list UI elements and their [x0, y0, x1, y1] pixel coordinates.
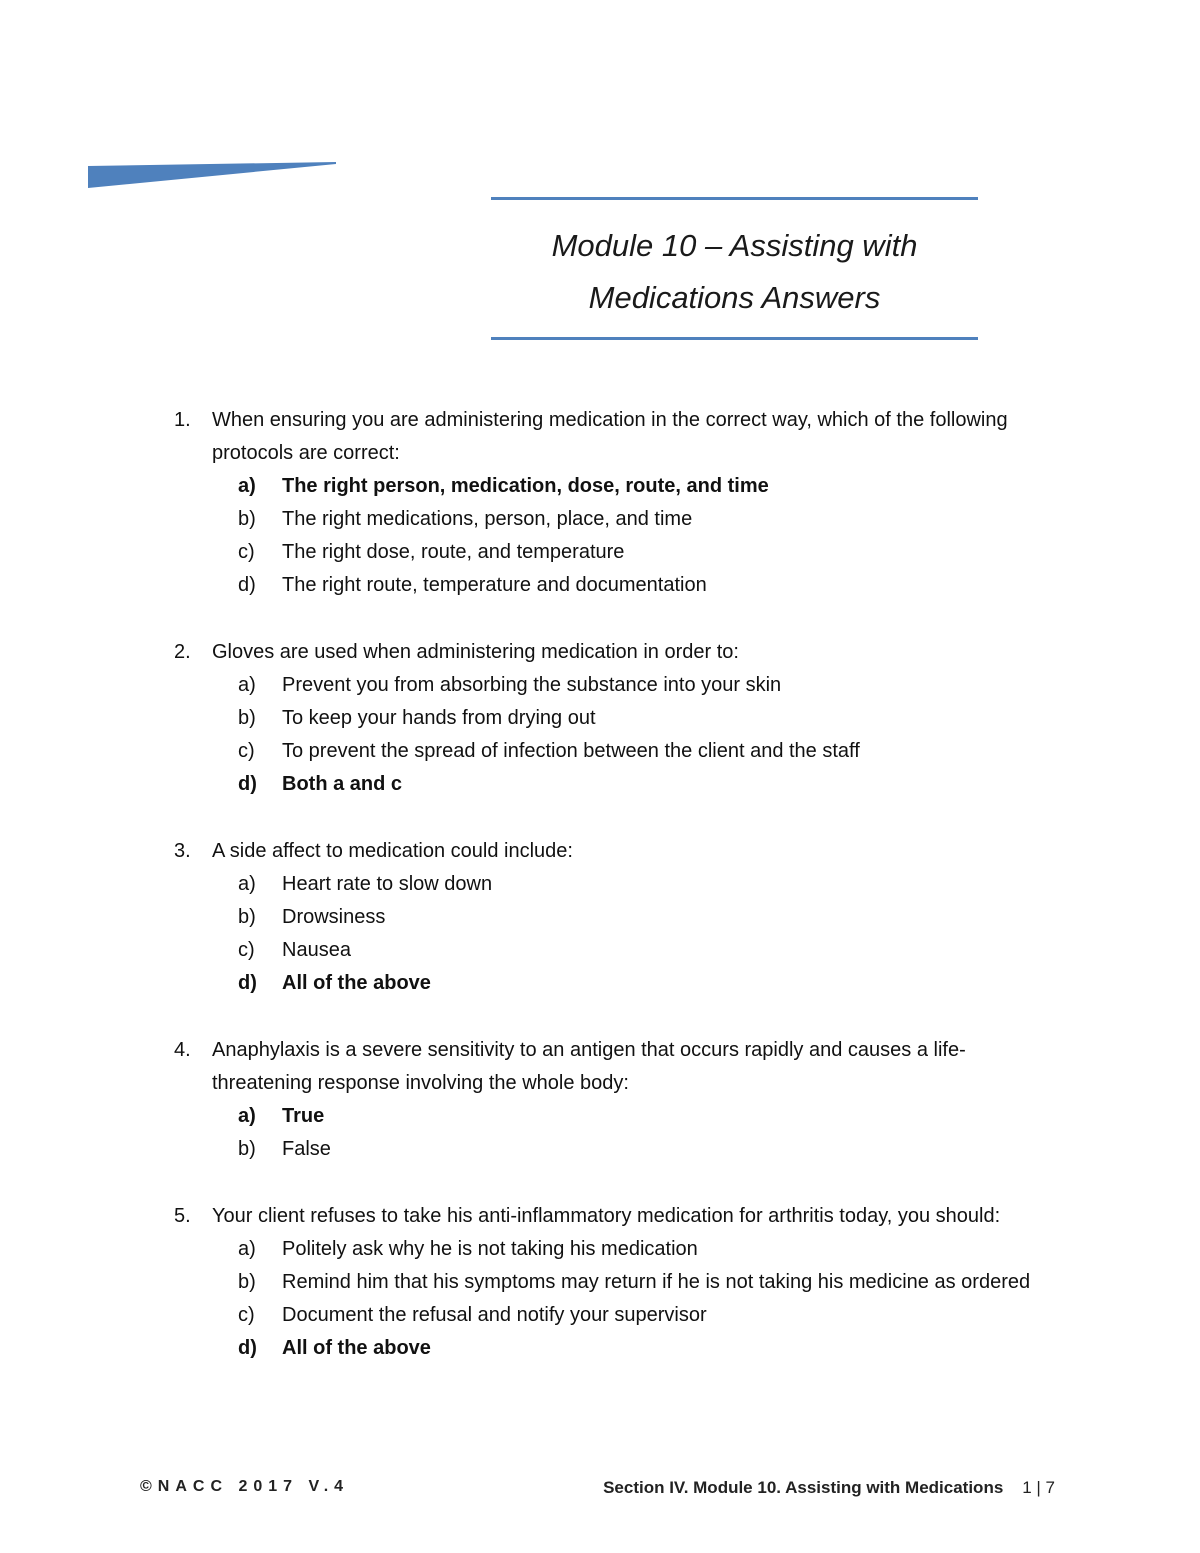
question-3: [174, 835, 1034, 1000]
question-stem: [174, 1034, 1034, 1100]
option-text: The right dose, route, and temperature: [282, 541, 625, 563]
option-text: Nausea: [282, 939, 351, 961]
option-text: To keep your hands from drying out: [282, 707, 596, 729]
option-text: True: [282, 1105, 325, 1127]
option-text: False: [282, 1138, 331, 1160]
answer-option: [174, 1299, 1034, 1332]
option-letter: c): [238, 740, 255, 762]
option-letter: d): [238, 1337, 257, 1359]
option-letter: d): [238, 972, 257, 994]
page-title: [491, 220, 978, 324]
answer-option: [174, 1233, 1034, 1266]
option-text: Document the refusal and notify your supervisor: [282, 1304, 707, 1326]
question-text: When ensuring you are administering medication in the correct way, which of the following protocols are correct:: [212, 409, 1008, 464]
answer-option-correct: [174, 768, 1034, 801]
option-letter: a): [238, 475, 256, 497]
option-letter: a): [238, 1238, 256, 1260]
option-letter: d): [238, 574, 256, 596]
option-letter: a): [238, 1105, 256, 1127]
question-text: A side affect to medication could include:: [212, 840, 573, 862]
question-stem: [174, 404, 1034, 470]
option-text: All of the above: [282, 972, 431, 994]
question-2: [174, 636, 1034, 801]
option-text: To prevent the spread of infection between the client and the staff: [282, 740, 860, 762]
option-letter: a): [238, 873, 256, 895]
answer-option: [174, 536, 1034, 569]
option-letter: c): [238, 1304, 255, 1326]
answer-option: [174, 1133, 1034, 1166]
footer-section-title: Section IV. Module 10. Assisting with Medications: [603, 1478, 1004, 1497]
option-letter: d): [238, 773, 257, 795]
question-stem: [174, 835, 1034, 868]
question-text: Your client refuses to take his anti-inflammatory medication for arthritis today, you should:: [212, 1205, 1001, 1227]
answer-options: [174, 868, 1034, 1000]
question-text: Anaphylaxis is a severe sensitivity to an antigen that occurs rapidly and causes a life-threatening response involving the whole body:: [212, 1039, 966, 1094]
answer-option: [174, 735, 1034, 768]
option-text: Remind him that his symptoms may return if he is not taking his medicine as ordered: [282, 1271, 1031, 1293]
option-text: Heart rate to slow down: [282, 873, 493, 895]
answer-option: [174, 934, 1034, 967]
question-number: 3.: [174, 840, 191, 862]
option-text: The right medications, person, place, and time: [282, 508, 693, 530]
title-rule-top: [491, 197, 978, 200]
answer-option: [174, 868, 1034, 901]
answer-option-correct: [174, 470, 1034, 503]
question-list: [174, 404, 1034, 1399]
footer-page-number: 1 | 7: [1022, 1478, 1055, 1497]
answer-options: [174, 470, 1034, 602]
question-number: 4.: [174, 1039, 191, 1061]
answer-options: [174, 1233, 1034, 1365]
footer-page-info: [603, 1478, 1055, 1498]
option-text: Prevent you from absorbing the substance into your skin: [282, 674, 782, 696]
answer-option-correct: [174, 967, 1034, 1000]
option-letter: a): [238, 674, 256, 696]
header-accent-bar: [88, 162, 338, 190]
title-rule-bottom: [491, 337, 978, 340]
option-letter: b): [238, 1138, 256, 1160]
answer-option-correct: [174, 1100, 1034, 1133]
option-letter: c): [238, 541, 255, 563]
option-text: Politely ask why he is not taking his medication: [282, 1238, 698, 1260]
question-5: [174, 1200, 1034, 1365]
option-text: The right route, temperature and documentation: [282, 574, 707, 596]
answer-option-correct: [174, 1332, 1034, 1365]
option-text: All of the above: [282, 1337, 431, 1359]
question-1: [174, 404, 1034, 602]
page-title-line-1: Module 10 – Assisting with: [551, 228, 918, 263]
option-letter: c): [238, 939, 255, 961]
question-stem: [174, 1200, 1034, 1233]
answer-options: [174, 669, 1034, 801]
question-stem: [174, 636, 1034, 669]
answer-option: [174, 503, 1034, 536]
question-number: 5.: [174, 1205, 191, 1227]
option-letter: b): [238, 707, 256, 729]
option-letter: b): [238, 906, 256, 928]
answer-option: [174, 669, 1034, 702]
question-number: 1.: [174, 409, 191, 431]
option-text: Both a and c: [282, 773, 403, 795]
question-number: 2.: [174, 641, 191, 663]
option-letter: b): [238, 1271, 256, 1293]
answer-option: [174, 1266, 1034, 1299]
answer-option: [174, 901, 1034, 934]
question-text: Gloves are used when administering medication in order to:: [212, 641, 739, 663]
option-letter: b): [238, 508, 256, 530]
question-4: [174, 1034, 1034, 1166]
option-text: Drowsiness: [282, 906, 386, 928]
answer-options: [174, 1100, 1034, 1166]
page-title-line-2: Medications Answers: [588, 280, 881, 315]
footer-copyright: ©NACC 2017 V.4: [140, 1478, 350, 1495]
answer-option: [174, 702, 1034, 735]
option-text: The right person, medication, dose, route, and time: [282, 475, 769, 497]
answer-option: [174, 569, 1034, 602]
